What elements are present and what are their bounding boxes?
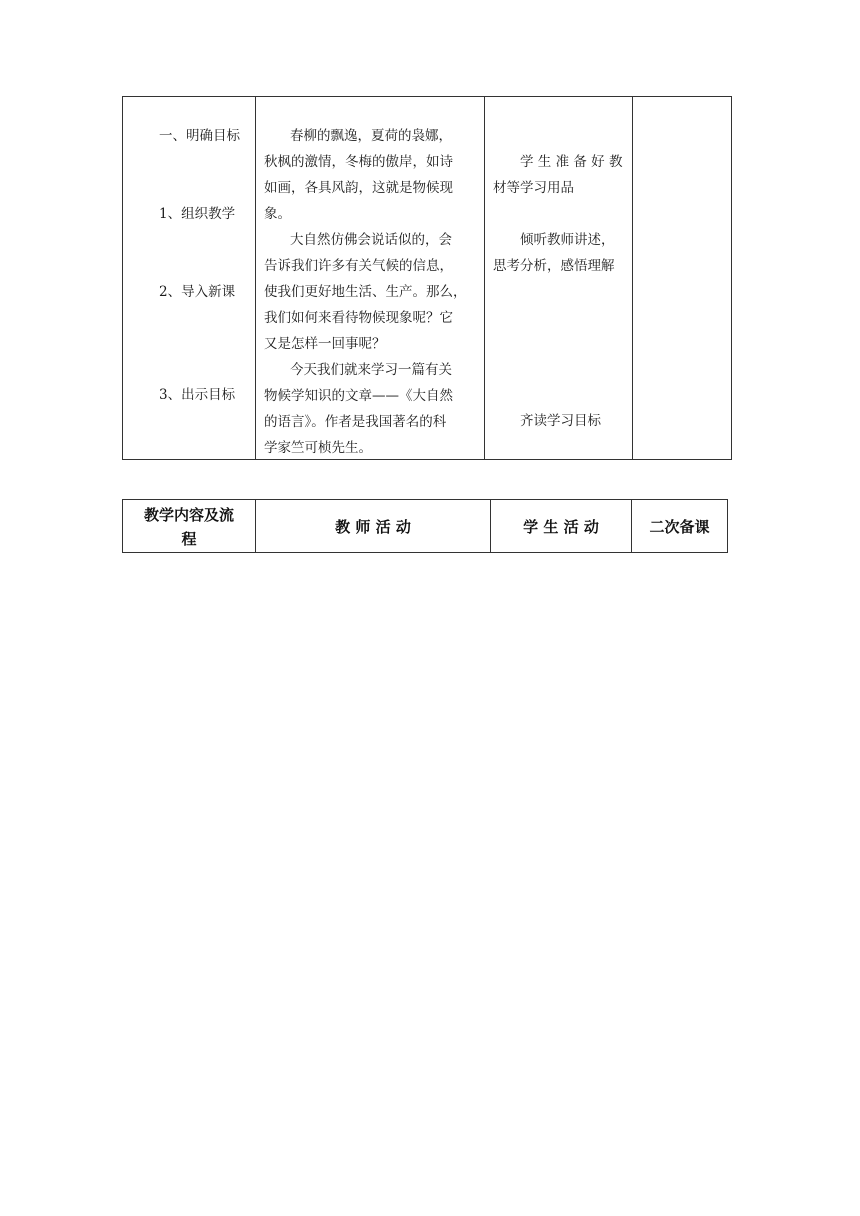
- step-objectives: 3、出示目标: [159, 387, 236, 403]
- table1-divider-1: [255, 96, 256, 460]
- table2-border-right: [727, 499, 728, 553]
- table2-border-top: [122, 499, 728, 500]
- teacher-text-line: 我们如何来看待物候现象呢？它: [264, 310, 453, 326]
- teacher-text-line: 物候学知识的文章——《大自然: [264, 388, 453, 404]
- teacher-text-line: 秋枫的激情，冬梅的傲岸，如诗: [264, 154, 453, 170]
- teacher-text-line: 使我们更好地生活、生产。那么，: [264, 284, 467, 300]
- header-content-flow-cont: 程: [181, 530, 197, 548]
- table1-divider-2: [484, 96, 485, 460]
- student-text-line: 齐读学习目标: [520, 413, 601, 429]
- teacher-text-line: 告诉我们许多有关气候的信息，: [264, 258, 453, 274]
- header-second-prep: 二次备课: [649, 518, 710, 536]
- teacher-text-line: 的语言》。作者是我国著名的科: [264, 414, 447, 430]
- step-intro: 2、导入新课: [159, 284, 236, 300]
- teacher-text-line: 又是怎样一回事呢？: [264, 336, 386, 352]
- header-student-activity: 学 生 活 动: [523, 518, 599, 536]
- table1-border-right: [731, 96, 732, 460]
- teacher-text-line: 如画，各具风韵，这就是物候现: [264, 180, 453, 196]
- teacher-text-line: 大自然仿佛会说话似的，会: [290, 232, 452, 248]
- student-text-line: 学 生 准 备 好 教: [520, 154, 623, 170]
- student-text-line: 思考分析，感悟理解: [493, 258, 615, 274]
- student-text-line: 材等学习用品: [493, 180, 574, 196]
- teacher-text-line: 今天我们就来学习一篇有关: [290, 362, 452, 378]
- teacher-text-line: 学家竺可桢先生。: [264, 440, 372, 456]
- table1-border-left: [122, 96, 123, 460]
- table1-border-bottom: [122, 459, 732, 460]
- header-content-flow: 教学内容及流: [143, 506, 234, 524]
- student-text-line: 倾听教师讲述，: [520, 232, 615, 248]
- table1-border-top: [122, 96, 732, 97]
- teacher-text-line: 象。: [264, 206, 291, 222]
- header-teacher-activity: 教 师 活 动: [335, 518, 411, 536]
- step-goal: 一、明确目标: [159, 128, 240, 144]
- table1-divider-3: [632, 96, 633, 460]
- step-organize: 1、组织教学: [159, 206, 236, 222]
- teacher-text-line: 春柳的飘逸，夏荷的袅娜，: [290, 128, 452, 144]
- table2-border-bottom: [122, 552, 728, 553]
